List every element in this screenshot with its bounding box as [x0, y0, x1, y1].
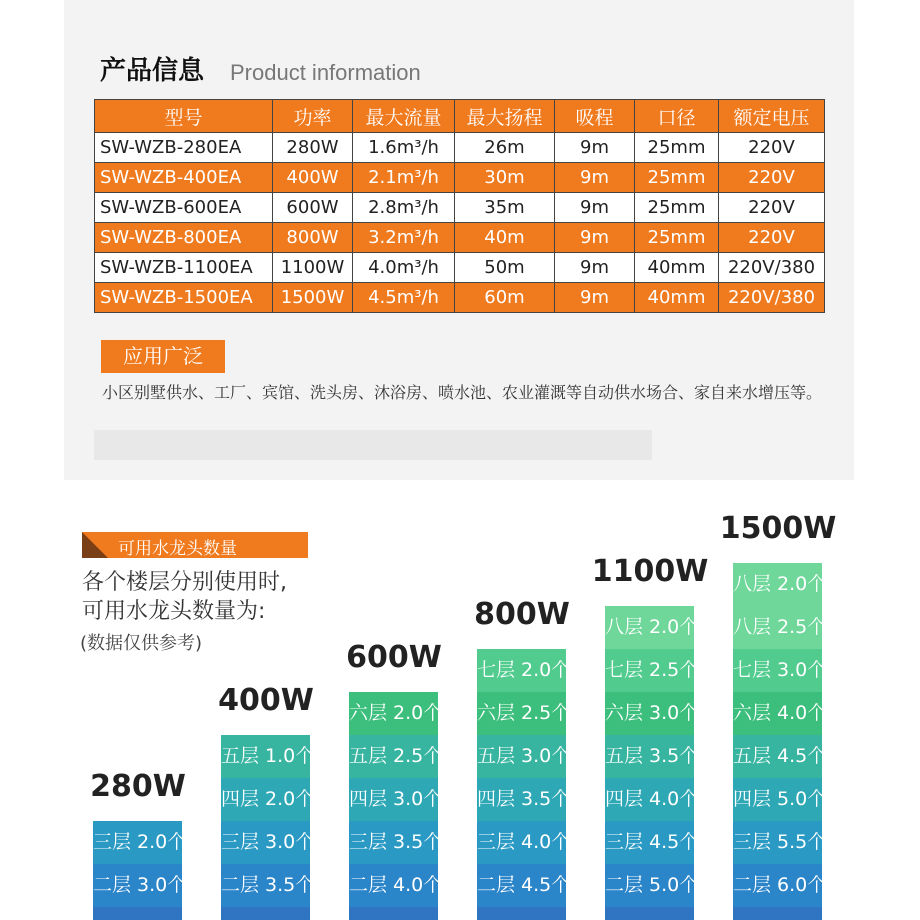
faucet-cell: 五层 1.0个 [221, 735, 310, 778]
faucet-cell: 二层 3.0个 [93, 864, 182, 907]
faucet-cell: 七层 2.0个 [477, 649, 566, 692]
table-row [95, 133, 825, 163]
table-row [95, 163, 825, 193]
table-header-cell: 功率 [273, 100, 353, 133]
faucet-cell: 七层 2.5个 [605, 649, 694, 692]
application-badge: 应用广泛 [101, 340, 225, 373]
faucet-cell: 六层 3.0个 [605, 692, 694, 735]
caliber-cell: 25mm [635, 163, 719, 193]
table-row [95, 223, 825, 253]
faucet-cell: 五层 4.5个 [733, 735, 822, 778]
faucet-cell: 二层 6.0个 [733, 864, 822, 907]
faucet-cell: 四层 5.0个 [733, 778, 822, 821]
model-cell: SW-WZB-600EA [95, 193, 273, 223]
faucet-note: (数据仅供参考) [80, 633, 203, 654]
faucet-cell: 六层 4.0个 [733, 692, 822, 735]
faucet-cell: 五层 3.0个 [477, 735, 566, 778]
flow-cell: 4.0m³/h [353, 253, 455, 283]
table-header-cell: 吸程 [555, 100, 635, 133]
faucet-cell: 二层 3.5个 [221, 864, 310, 907]
table-header-cell: 额定电压 [719, 100, 825, 133]
faucet-cell: 五层 2.5个 [349, 735, 438, 778]
faucet-tag-label: 可用水龙头数量 [118, 539, 237, 559]
faucet-cell: 三层 3.5个 [349, 821, 438, 864]
caliber-cell: 25mm [635, 193, 719, 223]
faucet-cell: 三层 5.5个 [733, 821, 822, 864]
flow-cell: 1.6m³/h [353, 133, 455, 163]
faucet-cell: 八层 2.5个 [733, 606, 822, 649]
faucet-intro-line1: 各个楼层分别使用时, [82, 570, 287, 595]
faucet-intro-line2: 可用水龙头数量为: [82, 599, 266, 624]
faucet-intro [82, 568, 287, 626]
model-cell: SW-WZB-400EA [95, 163, 273, 193]
flow-cell: 2.8m³/h [353, 193, 455, 223]
faucet-cell: 七层 3.0个 [733, 649, 822, 692]
page-subtitle: Product information [230, 60, 421, 85]
faucet-cell: 八层 2.0个 [733, 563, 822, 606]
flow-cell: 4.5m³/h [353, 283, 455, 313]
caliber-cell: 40mm [635, 283, 719, 313]
flow-cell: 3.2m³/h [353, 223, 455, 253]
table-header-cell: 最大流量 [353, 100, 455, 133]
faucet-cell-cropped [349, 907, 438, 920]
head-cell: 60m [455, 283, 555, 313]
faucet-cell: 四层 3.5个 [477, 778, 566, 821]
head-cell: 35m [455, 193, 555, 223]
table-row [95, 283, 825, 313]
voltage-cell: 220V [719, 223, 825, 253]
faucet-cell-cropped [605, 907, 694, 920]
model-cell: SW-WZB-1100EA [95, 253, 273, 283]
faucet-cell-cropped [93, 907, 182, 920]
faucet-cell: 四层 4.0个 [605, 778, 694, 821]
faucet-cell: 五层 3.5个 [605, 735, 694, 778]
head-cell: 50m [455, 253, 555, 283]
voltage-cell: 220V/380 [719, 283, 825, 313]
head-cell: 40m [455, 223, 555, 253]
page-title: 产品信息 [100, 56, 205, 86]
voltage-cell: 220V/380 [719, 253, 825, 283]
faucet-cell: 六层 2.5个 [477, 692, 566, 735]
faucet-cell: 三层 4.5个 [605, 821, 694, 864]
suction-cell: 9m [555, 283, 635, 313]
table-header-cell: 最大扬程 [455, 100, 555, 133]
power-label: 800W [474, 597, 570, 632]
head-cell: 26m [455, 133, 555, 163]
power-cell: 280W [273, 133, 353, 163]
power-cell: 600W [273, 193, 353, 223]
power-cell: 400W [273, 163, 353, 193]
power-cell: 800W [273, 223, 353, 253]
table-row [95, 193, 825, 223]
faucet-cell: 四层 3.0个 [349, 778, 438, 821]
voltage-cell: 220V [719, 133, 825, 163]
divider-strip [94, 430, 652, 460]
application-text: 小区别墅供水、工厂、宾馆、洗头房、沐浴房、喷水池、农业灌溉等自动供水场合、家自来水增压等。 [102, 383, 823, 402]
suction-cell: 9m [555, 253, 635, 283]
caliber-cell: 25mm [635, 223, 719, 253]
faucet-cell: 二层 4.0个 [349, 864, 438, 907]
faucet-cell-cropped [477, 907, 566, 920]
faucet-cell: 二层 4.5个 [477, 864, 566, 907]
suction-cell: 9m [555, 163, 635, 193]
model-cell: SW-WZB-800EA [95, 223, 273, 253]
voltage-cell: 220V [719, 193, 825, 223]
faucet-cell: 三层 2.0个 [93, 821, 182, 864]
suction-cell: 9m [555, 133, 635, 163]
faucet-cell: 二层 5.0个 [605, 864, 694, 907]
head-cell: 30m [455, 163, 555, 193]
suction-cell: 9m [555, 193, 635, 223]
model-cell: SW-WZB-1500EA [95, 283, 273, 313]
table-header-cell: 口径 [635, 100, 719, 133]
table-header-row [95, 100, 825, 133]
power-label: 280W [90, 769, 186, 804]
faucet-cell: 八层 2.0个 [605, 606, 694, 649]
faucet-cell: 六层 2.0个 [349, 692, 438, 735]
power-cell: 1100W [273, 253, 353, 283]
suction-cell: 9m [555, 223, 635, 253]
faucet-cell-cropped [221, 907, 310, 920]
voltage-cell: 220V [719, 163, 825, 193]
model-cell: SW-WZB-280EA [95, 133, 273, 163]
table-header-cell: 型号 [95, 100, 273, 133]
power-label: 400W [218, 683, 314, 718]
faucet-cell: 三层 4.0个 [477, 821, 566, 864]
faucet-cell: 四层 2.0个 [221, 778, 310, 821]
spec-table [94, 99, 825, 313]
caliber-cell: 40mm [635, 253, 719, 283]
faucet-cell-cropped [733, 907, 822, 920]
caliber-cell: 25mm [635, 133, 719, 163]
power-cell: 1500W [273, 283, 353, 313]
faucet-cell: 三层 3.0个 [221, 821, 310, 864]
power-label: 600W [346, 640, 442, 675]
tag-corner-icon [82, 532, 108, 558]
power-label: 1100W [591, 554, 709, 589]
flow-cell: 2.1m³/h [353, 163, 455, 193]
power-label: 1500W [719, 511, 837, 546]
table-row [95, 253, 825, 283]
